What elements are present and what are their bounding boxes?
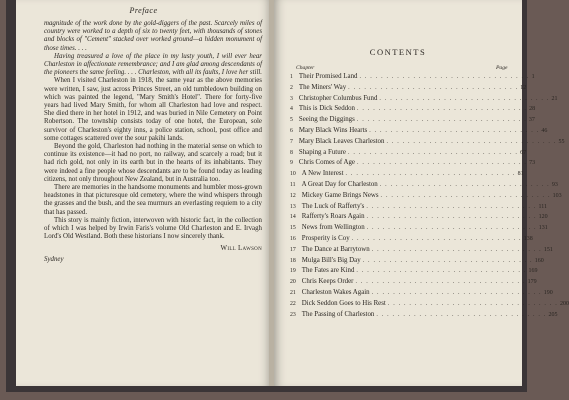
chapter-number: 19	[290, 268, 296, 275]
contents-entry	[290, 191, 562, 202]
chapter-page-number: 160	[534, 257, 544, 264]
chapter-number: 22	[290, 300, 296, 307]
chapter-number: 17	[290, 246, 296, 253]
chapter-title: This is Dick Seddon	[298, 105, 355, 113]
chapter-page-number: 55	[558, 138, 565, 145]
chapter-page-number: 120	[538, 214, 548, 221]
chapter-title: The Dance at Barrytown	[301, 245, 370, 253]
chapter-page-number: 81	[517, 171, 524, 178]
preface-paragraph: When I visited Charleston in 1918, the same year as the above memories were written, I saw, just across Princes Street, an old tumbledown building on which was painted the legend, "Mary Smith's Hotel". There for forty-five years had lived Mary Smith, for whom all Charleston had love and respect. She died there in her hotel in 1912, and was buried in Nile Cemetery on Point Robertson. The township consists today of one hotel, the European, sole survivor of Charleston's eighty inns, a police station, school, post office and some cottages scattered over the sour pakihi lands.	[44, 77, 262, 142]
chapter-page-number: 21	[551, 95, 558, 102]
chapter-title: Charleston Wakes Again	[301, 288, 370, 296]
contents-entry	[290, 180, 558, 191]
contents-entry	[290, 277, 537, 288]
chapter-page-number: 138	[523, 235, 533, 242]
chapter-number: 1	[290, 74, 293, 80]
chapter-number: 13	[290, 203, 296, 210]
leader-dots: . . . . . . . . . . . . . . . . . . . . . . . . . . . . . . . .	[351, 235, 522, 242]
chapter-number: 4	[290, 106, 293, 113]
contents-entry	[290, 288, 553, 299]
chapter-title: The Miners' Way	[298, 83, 347, 91]
leader-dots: . . . . . . . . . . . . . . . . . . . . . . . . . . . . . . . .	[376, 311, 547, 318]
chapter-page-number: 67	[520, 149, 527, 156]
contents-entry	[290, 169, 524, 180]
chapter-page-number: 37	[528, 117, 535, 124]
chapter-page-number: 205	[548, 311, 558, 318]
chapter-page-number: 73	[529, 160, 536, 167]
chapter-title: Chris Comes of Age	[298, 159, 355, 167]
contents-entry	[290, 94, 558, 105]
contents-entry	[290, 148, 527, 159]
leader-dots: . . . . . . . . . . . . . . . . . . . . . . . . . . . . . . . .	[380, 192, 551, 199]
leader-dots: . . . . . . . . . . . . . . . . . . . . . . . . . . . . . . . .	[362, 257, 533, 264]
leader-dots: . . . . . . . . . . . . . . . . . . . . . . . . . . . . . . . .	[369, 127, 540, 134]
preface-body	[44, 20, 262, 264]
chapter-title: Seeing the Diggings	[298, 116, 355, 124]
leader-dots: . . . . . . . . . . . . . . . . . . . . . . . . . . . . . . . .	[371, 246, 542, 253]
contents-entry	[290, 310, 558, 321]
running-head: Preface	[129, 6, 158, 15]
chapter-number: 10	[290, 171, 296, 178]
contents-entry	[290, 126, 548, 137]
chapter-number: 12	[290, 192, 296, 199]
preface-paragraphs	[44, 20, 262, 241]
chapter-page-number: 28	[529, 106, 536, 113]
contents-entry	[290, 202, 548, 213]
chapter-number: 6	[290, 127, 293, 134]
contents-entry	[290, 212, 548, 223]
chapter-title: A Great Day for Charleston	[301, 180, 378, 188]
leader-dots: . . . . . . . . . . . . . . . . . . . . . . . . . . . . . . . .	[345, 171, 516, 178]
chapter-title: Dick Seddon Goes to His Rest	[301, 299, 386, 307]
chapter-page-number: 93	[551, 181, 558, 188]
leader-dots: . . . . . . . . . . . . . . . . . . . . . . . . . . . . . . . .	[348, 149, 519, 156]
chapter-page-number: 131	[538, 225, 548, 232]
chapter-page-number: 151	[543, 246, 553, 253]
contents-list	[290, 72, 569, 320]
leader-dots: . . . . . . . . . . . . . . . . . . . . . . . . . . . . . . . .	[379, 181, 550, 188]
leader-dots: . . . . . . . . . . . . . . . . . . . . . . . . . . . . . . . .	[357, 106, 528, 113]
contents-entry	[290, 83, 527, 94]
chapter-number: 3	[290, 95, 293, 102]
contents-entry	[290, 223, 548, 234]
open-book	[6, 0, 569, 392]
chapter-number: 9	[290, 160, 293, 167]
contents-title: CONTENTS	[369, 47, 427, 57]
preface-page	[16, 0, 271, 386]
chapter-title: Mulga Bill's Big Day	[301, 256, 361, 264]
page-column-label: Page	[496, 65, 508, 71]
chapter-number: 2	[290, 84, 293, 91]
contents-entry	[290, 115, 535, 126]
chapter-number: 7	[290, 138, 293, 145]
author-signature: Will Lawson	[220, 245, 262, 253]
chapter-number: 23	[290, 311, 296, 318]
contents-entry	[290, 299, 569, 310]
chapter-page-number: 46	[541, 127, 548, 134]
chapter-title: Shaping a Future	[298, 148, 346, 156]
contents-entry	[290, 137, 565, 148]
chapter-title: A New Interest	[301, 170, 344, 178]
leader-dots: . . . . . . . . . . . . . . . . . . . . . . . . . . . . . . . .	[366, 214, 537, 221]
preface-paragraph: Beyond the gold, Charleston had nothing in the material sense on which to continue its existence—it had no port, no railway, and scarcely a road; but it had rich gold, not only in its earth but in the hearts of its inhabitants. They were indeed a fine people whose descendants are to be found today as leading citizens, not only throughout New Zealand, but in Australia too.	[44, 143, 262, 183]
chapter-page-number: 190	[543, 289, 553, 296]
leader-dots: . . . . . . . . . . . . . . . . . . . . . . . . . . . . . . . .	[379, 95, 550, 102]
chapter-page-number: 12	[520, 84, 527, 91]
leader-dots: . . . . . . . . . . . . . . . . . . . . . . . . . . . . . . . .	[348, 84, 519, 91]
preface-paragraph: There are memories in the handsome monuments and humbler moss-grown headstones in that picturesque old cemetery, where the wind whispers through the grasses and the bush, and the sea murmurs an everlasting requiem to a city that has passed.	[44, 184, 263, 216]
chapter-title: The Passing of Charleston	[301, 310, 375, 318]
contents-entry	[290, 256, 544, 267]
leader-dots: . . . . . . . . . . . . . . . . . . . . . . . . . . . . . . . .	[366, 203, 537, 210]
leader-dots: . . . . . . . . . . . . . . . . . . . . . . . . . . . . . . . .	[357, 160, 528, 167]
contents-entry	[290, 158, 536, 169]
contents-entry	[290, 104, 536, 115]
preface-paragraph: This story is mainly fiction, interwoven with historic fact, in the collection of which I was helped by Irwin Faris's volume Old Charleston and E. Irvagh Lord's Old Westland. Both these historians I now sincerely thank.	[44, 216, 262, 241]
chapter-number: 5	[290, 117, 293, 124]
chapter-number: 21	[290, 289, 296, 296]
leader-dots: . . . . . . . . . . . . . . . . . . . . . . . . . . . . . . . .	[371, 289, 542, 296]
chapter-page-number: 169	[528, 268, 538, 275]
chapter-title: News from Wellington	[301, 224, 365, 232]
chapter-title: Mary Black Leaves Charleston	[298, 137, 385, 145]
leader-dots: . . . . . . . . . . . . . . . . . . . . . . . . . . . . . . . .	[387, 300, 558, 307]
preface-paragraph: Having treasured a love of the place in my lusty youth, I will ever hear Charleston in affectionate remembrance; and I am glad among descendants of the pioneers the same feeling. . . . Charleston, with all its faults, I love her still.	[44, 52, 262, 77]
chapter-page-number: 103	[552, 192, 562, 199]
chapter-number: 15	[290, 225, 296, 232]
chapter-number: 16	[290, 235, 296, 242]
chapter-number: 18	[290, 257, 296, 264]
chapter-title: Mary Black Wins Hearts	[298, 126, 368, 134]
contents-entry	[290, 72, 535, 83]
leader-dots: . . . . . . . . . . . . . . . . . . . . . . . . . . . . . . . .	[356, 117, 527, 124]
chapter-number: 11	[290, 181, 296, 188]
chapter-column-label: Chapter	[296, 65, 315, 71]
chapter-number: 20	[290, 279, 296, 286]
chapter-page-number: 1	[531, 74, 535, 80]
chapter-title: Mickey Game Brings News	[301, 191, 379, 199]
chapter-title: Rafferty's Roars Again	[301, 213, 365, 221]
chapter-title: The Luck of Rafferty's	[301, 202, 365, 210]
chapter-page-number: 111	[538, 203, 548, 210]
chapter-number: 14	[290, 214, 296, 221]
chapter-title: Their Promised Land	[298, 73, 358, 80]
preface-paragraph: magnitude of the work done by the gold-diggers of the past. Scarcely miles of country were worked to a depth of six to twenty feet, with thousands of stones and blocks of "Cement" stacked over worked ground—a hidden monument of those times. . . .	[44, 20, 262, 52]
signoff-place: Sydney	[44, 255, 64, 263]
contents-entry	[290, 245, 553, 256]
chapter-title: Chris Keeps Order	[301, 278, 354, 286]
leader-dots: . . . . . . . . . . . . . . . . . . . . . . . . . . . . . . . .	[355, 279, 526, 286]
leader-dots: . . . . . . . . . . . . . . . . . . . . . . . . . . . . . . . .	[386, 138, 557, 145]
chapter-page-number: 179	[527, 279, 537, 286]
leader-dots: . . . . . . . . . . . . . . . . . . . . . . . . . . . . . . . .	[366, 225, 537, 232]
contents-page	[274, 0, 569, 386]
signoff	[44, 245, 262, 253]
leader-dots: . . . . . . . . . . . . . . . . . . . . . . . . . . . . . . . .	[359, 74, 530, 80]
contents-entry	[290, 234, 533, 245]
chapter-title: Christopher Columbus Fund	[298, 94, 378, 102]
chapter-title: Prosperity is Coy	[301, 234, 350, 242]
leader-dots: . . . . . . . . . . . . . . . . . . . . . . . . . . . . . . . .	[356, 268, 527, 275]
chapter-title: The Fates are Kind	[301, 267, 355, 275]
chapter-number: 8	[290, 149, 293, 156]
contents-entry	[290, 266, 538, 277]
chapter-page-number: 200	[559, 300, 569, 307]
